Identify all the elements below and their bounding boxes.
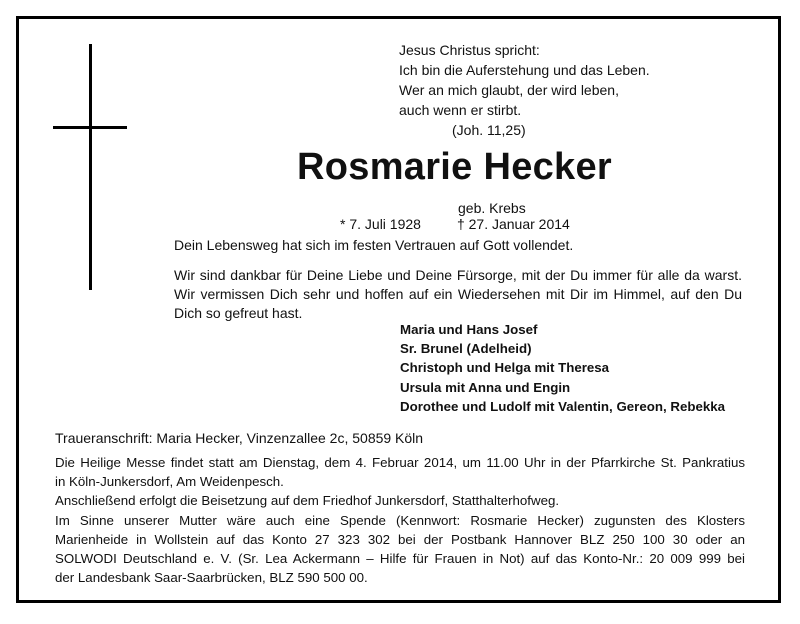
death-date: † 27. Januar 2014 [456,216,570,232]
info-line: Marienheide in Wollstein auf das Konto 27 323 302 bei der Postbank Hannover BLZ 250 100 30 oder an [55,531,745,547]
verse-line: Ich bin die Auferstehung und das Leben. [399,62,650,78]
info-line: Im Sinne unserer Mutter wäre auch eine Spende (Kennwort: Rosmarie Hecker) zugunsten des Klosters [55,512,745,528]
life-dates [340,216,570,232]
info-line: SOLWODI Deutschland e. V. (Sr. Lea Ackermann – Hilfe für Frauen in Not) auf das Konto-Nr.: 20 009 999 bei [55,551,745,567]
info-line: in Köln-Junkersdorf, Am Weidenpesch. [55,474,284,490]
birth-name: geb. Krebs [458,200,526,216]
verse-reference: (Joh. 11,25) [452,122,526,138]
info-line: der Landesbank Saar-Saarbrücken, BLZ 590 500 00. [55,570,368,586]
bible-verse [399,40,650,140]
service-information [55,453,745,587]
verse-line: Wer an mich glaubt, der wird leben, [399,82,619,98]
verse-line: Jesus Christus spricht: [399,42,540,58]
family-member: Dorothee und Ludolf mit Valentin, Gereon, Rebekka [400,398,726,414]
family-member: Sr. Brunel (Adelheid) [400,341,532,357]
family-member: Christoph und Helga mit Theresa [400,360,610,376]
cross-vertical-bar [89,44,92,290]
message-paragraph: Wir sind dankbar für Deine Liebe und Deine Fürsorge, mit der Du immer für alle da warst. Wir vermissen Dich sehr und hoffen auf ein Wiedersehen mit Dir im Himmel, auf den Du Dich so gefreut hast. [174,267,742,321]
family-member: Ursula mit Anna und Engin [400,379,571,395]
message-line: Dein Lebensweg hat sich im festen Vertrauen auf Gott vollendet. [174,237,574,253]
cross-horizontal-bar [53,126,127,129]
mourning-address: Traueranschrift: Maria Hecker, Vinzenzallee 2c, 50859 Köln [55,430,424,446]
birth-date: * 7. Juli 1928 [340,216,421,232]
info-line: Die Heilige Messe findet statt am Dienstag, dem 4. Februar 2014, um 11.00 Uhr in der Pfarrkirche St. Pankratius [55,455,745,470]
family-signatures [400,320,725,416]
verse-line: auch wenn er stirbt. [399,102,522,118]
deceased-name: Rosmarie Hecker [297,146,613,188]
family-member: Maria und Hans Josef [400,322,538,337]
info-line: Anschließend erfolgt die Beisetzung auf dem Friedhof Junkersdorf, Statthalterhofweg. [55,493,560,509]
